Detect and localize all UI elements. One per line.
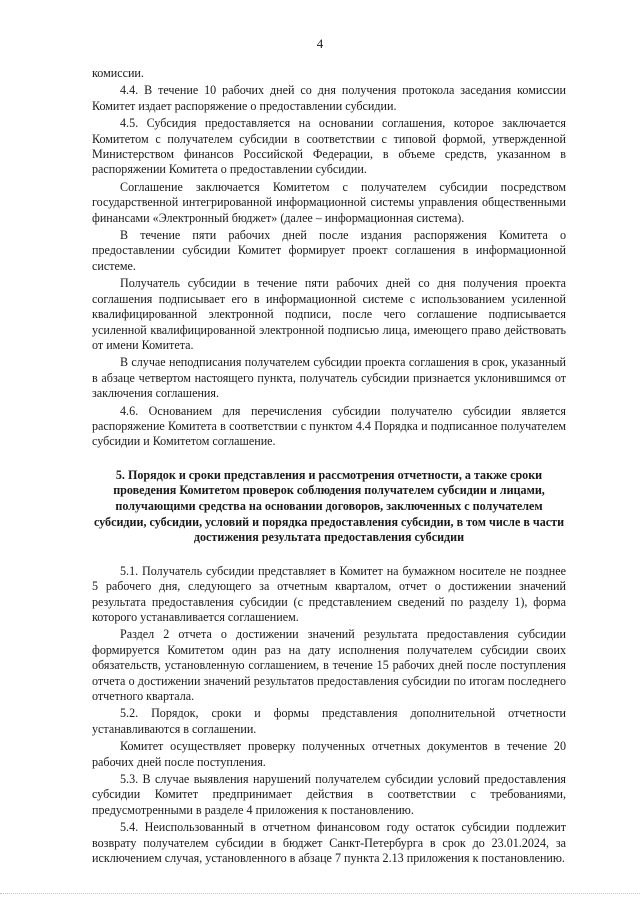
paragraph: 4.5. Субсидия предоставляется на основании соглашения, которое заключается Комитетом с получателем субсидии в соответствии с типовой формой, утвержденной Министерством финансов Российской Федерации, в объеме средств, указанном в распоряжении Комитета о предоставлении субсидии. <box>92 116 566 177</box>
document-body <box>92 66 566 868</box>
scan-artifact-line <box>0 893 640 896</box>
page-number: 4 <box>316 36 324 51</box>
paragraph: 4.6. Основанием для перечисления субсидии получателю субсидии является распоряжение Комитета в соответствии с пунктом 4.4 Порядка и подписанное получателем субсидии и Комитетом соглашение. <box>92 403 566 449</box>
paragraph: Соглашение заключается Комитетом с получателем субсидии посредством государственной интегрированной информационной системы управления общественными финансами «Электронный бюджет» (далее – информационная система). <box>92 179 566 225</box>
paragraph: 5.1. Получатель субсидии представляет в Комитет на бумажном носителе не позднее 5 рабочего дня, следующего за отчетным кварталом, отчет о достижении значений результата предоставления субсидии (с представлением сведений по разделу 1), форма которого устанавливается соглашением. <box>92 563 566 624</box>
paragraph: комиссии. <box>92 66 144 80</box>
paragraph: Раздел 2 отчета о достижении значений результата предоставления субсидии формируется Комитетом один раз на дату исполнения получателем субсидии своих обязательств, установленную соглашением, в течение 15 рабочих дней после поступления отчета о достижении значений результатов предоставления субсидии по итогам последнего отчетного квартала. <box>92 627 566 703</box>
paragraph: 5.4. Неиспользованный в отчетном финансовом году остаток субсидии подлежит возврату получателем субсидии в бюджет Санкт-Петербурга в срок до 23.01.2024, за исключением случая, установленного в абзаце 7 пункта 2.13 приложения к постановлению. <box>92 820 566 866</box>
paragraph: Комитет осуществляет проверку полученных отчетных документов в течение 20 рабочих дней после поступления. <box>92 739 566 769</box>
paragraph: Получатель субсидии в течение пяти рабочих дней со дня получения проекта соглашения подписывает его в информационной системе с использованием усиленной квалифицированной электронной подписи, после чего соглашение подписывается усиленной квалифицированной электронной подписью лица, имеющего право действовать от имени Комитета. <box>92 276 566 352</box>
paragraph: В течение пяти рабочих дней после издания распоряжения Комитета о предоставлении субсидии Комитет формирует проект соглашения в информационной системе. <box>92 228 566 273</box>
section-heading: 5. Порядок и сроки представления и рассмотрения отчетности, а также сроки проведения Комитетом проверок соблюдения получателем субсидии и лицами, получающими средства на основании договоров, заключенных с получателем субсидии, субсидии, условий и порядка предоставления субсидии, в том числе в части достижения результата предоставления субсидии <box>93 467 565 545</box>
paragraph: 4.4. В течение 10 рабочих дней со дня получения протокола заседания комиссии Комитет издает распоряжение о предоставлении субсидии. <box>92 83 566 113</box>
paragraph: 5.2. Порядок, сроки и формы представления дополнительной отчетности устанавливаются в соглашении. <box>92 706 566 736</box>
paragraph: В случае неподписания получателем субсидии проекта соглашения в срок, указанный в абзаце четвертом настоящего пункта, получатель субсидии признается уклонившимся от заключения соглашения. <box>92 355 566 401</box>
paragraph: 5.3. В случае выявления нарушений получателем субсидии условий предоставления субсидии Комитет предпринимает действия в соответствии с требованиями, предусмотренными в разделе 4 приложения к постановлению. <box>92 772 566 817</box>
